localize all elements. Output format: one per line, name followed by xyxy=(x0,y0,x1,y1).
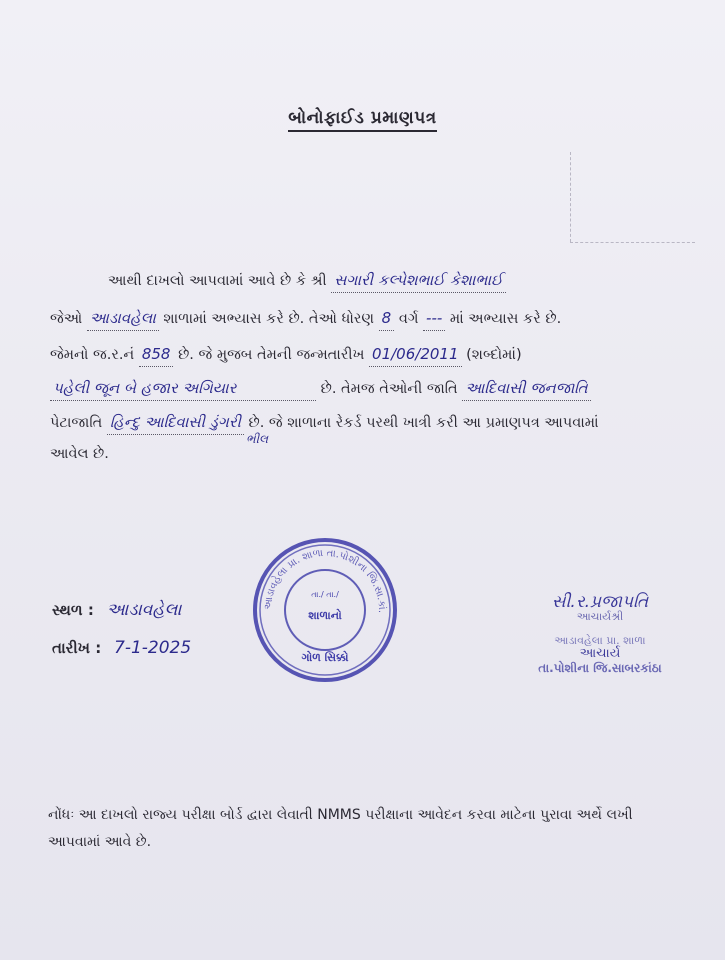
footnote: નોંધઃ આ દાખલો રાજ્ય પરીક્ષા બોર્ડ દ્વારા લેવાતી NMMS પરીક્ષાના આવેદન કરવા માટેના પુરાવા અર્થે લખી આપવામાં આવે છે. xyxy=(48,807,633,850)
school-taluka-district: તા.પોશીના જિ.સાબરકાંઠા xyxy=(538,661,662,675)
register-number: 858 xyxy=(139,342,174,367)
place-row: સ્થળ : આડાવહેલા xyxy=(52,600,182,620)
school-address-stamp: આડાવહેલા પ્રા. શાળા xyxy=(554,634,646,647)
class-value: --- xyxy=(423,306,445,331)
caste-value: આદિવાસી જનજાતિ xyxy=(462,376,590,401)
birth-date-words: પહેલી જૂન બે હજાર અગિયાર xyxy=(50,376,316,401)
principal-title-small: આચાર્યશ્રી xyxy=(576,610,624,623)
body-line-4: પહેલી જૂન બે હજાર અગિયાર છે. તેમજ તેઓની જાતિ આદિવાસી જનજાતિ xyxy=(50,376,591,400)
principal-signature: સી.ર.પ્રજાપતિ xyxy=(551,592,649,612)
birth-date: 01/06/2011 xyxy=(369,342,461,367)
paper-fold-mark xyxy=(570,242,695,243)
body-line-6: આવેલ છે. xyxy=(50,446,109,462)
stamp-ring-text: આડાવહેલા પ્રા. શાળા તા.પોશીના જિ.સા.કાં. xyxy=(262,547,388,614)
school-name: આડાવહેલા xyxy=(87,306,159,331)
stamp-inner-top: તા./ તા./ xyxy=(311,590,339,599)
subcaste-value: હિન્દુ આદિવાસી ડુંગરી xyxy=(107,410,244,435)
school-round-stamp xyxy=(250,535,400,685)
standard-value: 8 xyxy=(379,306,395,331)
body-line-5: પેટાજાતિ હિન્દુ આદિવાસી ડુંગરી છે. જે શાળાના રેકર્ડ પરથી ખાત્રી કરી આ પ્રમાણપત્ર આપવામાં xyxy=(50,410,599,434)
stamp-inner-bottom: ગોળ સિક્કો xyxy=(301,651,349,664)
place-value: આડાવહેલા xyxy=(106,600,182,620)
student-name: સગારી કલ્પેશભાઈ કેશાભાઈ xyxy=(331,268,505,293)
date-row: તારીખ : 7-1-2025 xyxy=(52,638,192,658)
principal-signature-block xyxy=(500,592,700,692)
body-line-2: જેઓ આડાવહેલા શાળામાં અભ્યાસ કરે છે. તેઓ ધોરણ 8 વર્ગ --- માં અભ્યાસ કરે છે. xyxy=(50,306,561,330)
stamp-inner-mid: શાળાનો xyxy=(308,609,342,622)
body-line-1: આથી દાખલો આપવામાં આવે છે કે શ્રી સગારી કલ્પેશભાઈ કેશાભાઈ xyxy=(108,268,506,292)
body-line-3: જેમનો જ.ર.નં 858 છે. જે મુજબ તેમની જન્મતારીખ 01/06/2011 (શબ્દોમાં) xyxy=(50,342,522,366)
principal-title: આચાર્ય xyxy=(579,646,621,661)
document-title: બોનોફાઈડ પ્રમાણપત્ર xyxy=(0,108,725,128)
paper-fold-mark xyxy=(570,152,571,242)
date-value: 7-1-2025 xyxy=(114,638,192,658)
subcaste-annotation: ભીલ xyxy=(246,432,269,446)
